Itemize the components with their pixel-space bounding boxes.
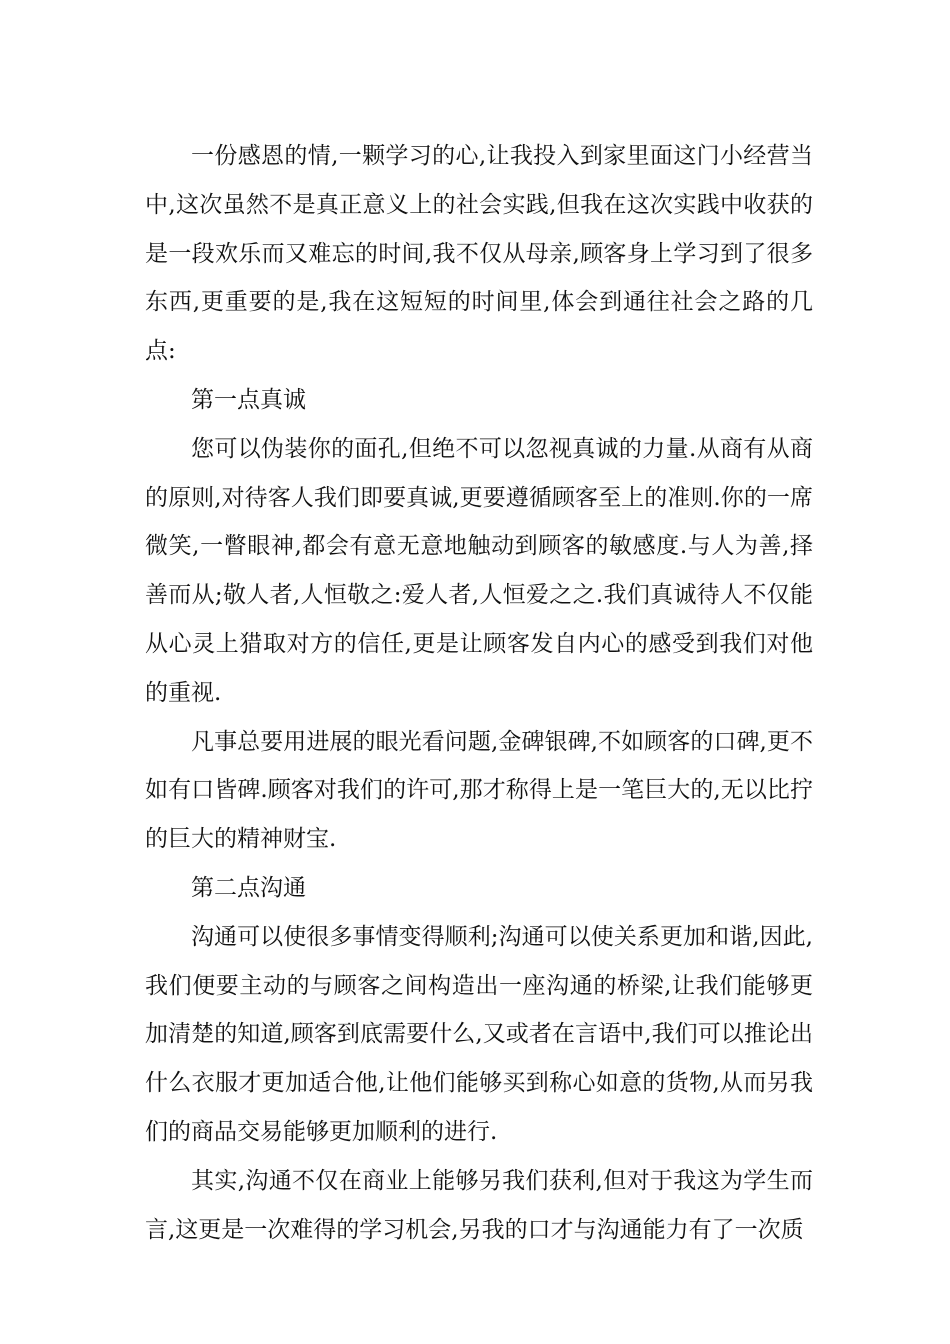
paragraph-communication: 沟通可以使很多事情变得顺利;沟通可以使关系更加和谐,因此,我们便要主动的与顾客之间构造出一座沟通的桥梁,让我们能够更加清楚的知道,顾客到底需要什么,又或者在言语中,我们可以推论出什么衣服才更加适合他,让他们能够买到称心如意的货物,从而另我们的商品交易能够更加顺利的进行.	[145, 923, 813, 1145]
section-heading-sincerity: 第一点真诚	[191, 386, 306, 413]
paragraph-learning: 其实,沟通不仅在商业上能够另我们获利,但对于我这为学生而言,这更是一次难得的学习机会,另我的口才与沟通能力有了一次质	[145, 1167, 813, 1243]
section-heading-communication: 第二点沟通	[191, 874, 306, 901]
paragraph-sincerity: 您可以伪装你的面孔,但绝不可以忽视真诚的力量.从商有从商的原则,对待客人我们即要真诚,更要遵循顾客至上的准则.你的一席微笑,一瞥眼神,都会有意无意地触动到顾客的敏感度.与人为善,择善而从;敬人者,人恒敬之:爱人者,人恒爱之之.我们真诚待人不仅能从心灵上猎取对方的信任,更是让顾客发自内心的感受到我们对他的重视.	[145, 435, 813, 706]
document-body	[145, 132, 813, 1254]
paragraph-reputation: 凡事总要用进展的眼光看问题,金碑银碑,不如顾客的口碑,更不如有口皆碑.顾客对我们的许可,那才称得上是一笔巨大的,无以比拧的巨大的精神财宝.	[145, 728, 813, 853]
paragraph-intro: 一份感恩的情,一颗学习的心,让我投入到家里面这门小经营当中,这次虽然不是真正意义上的社会实践,但我在这次实践中收获的是一段欢乐而又难忘的时间,我不仅从母亲,顾客身上学习到了很多东西,更重要的是,我在这短短的时间里,体会到通往社会之路的几点:	[145, 143, 813, 365]
